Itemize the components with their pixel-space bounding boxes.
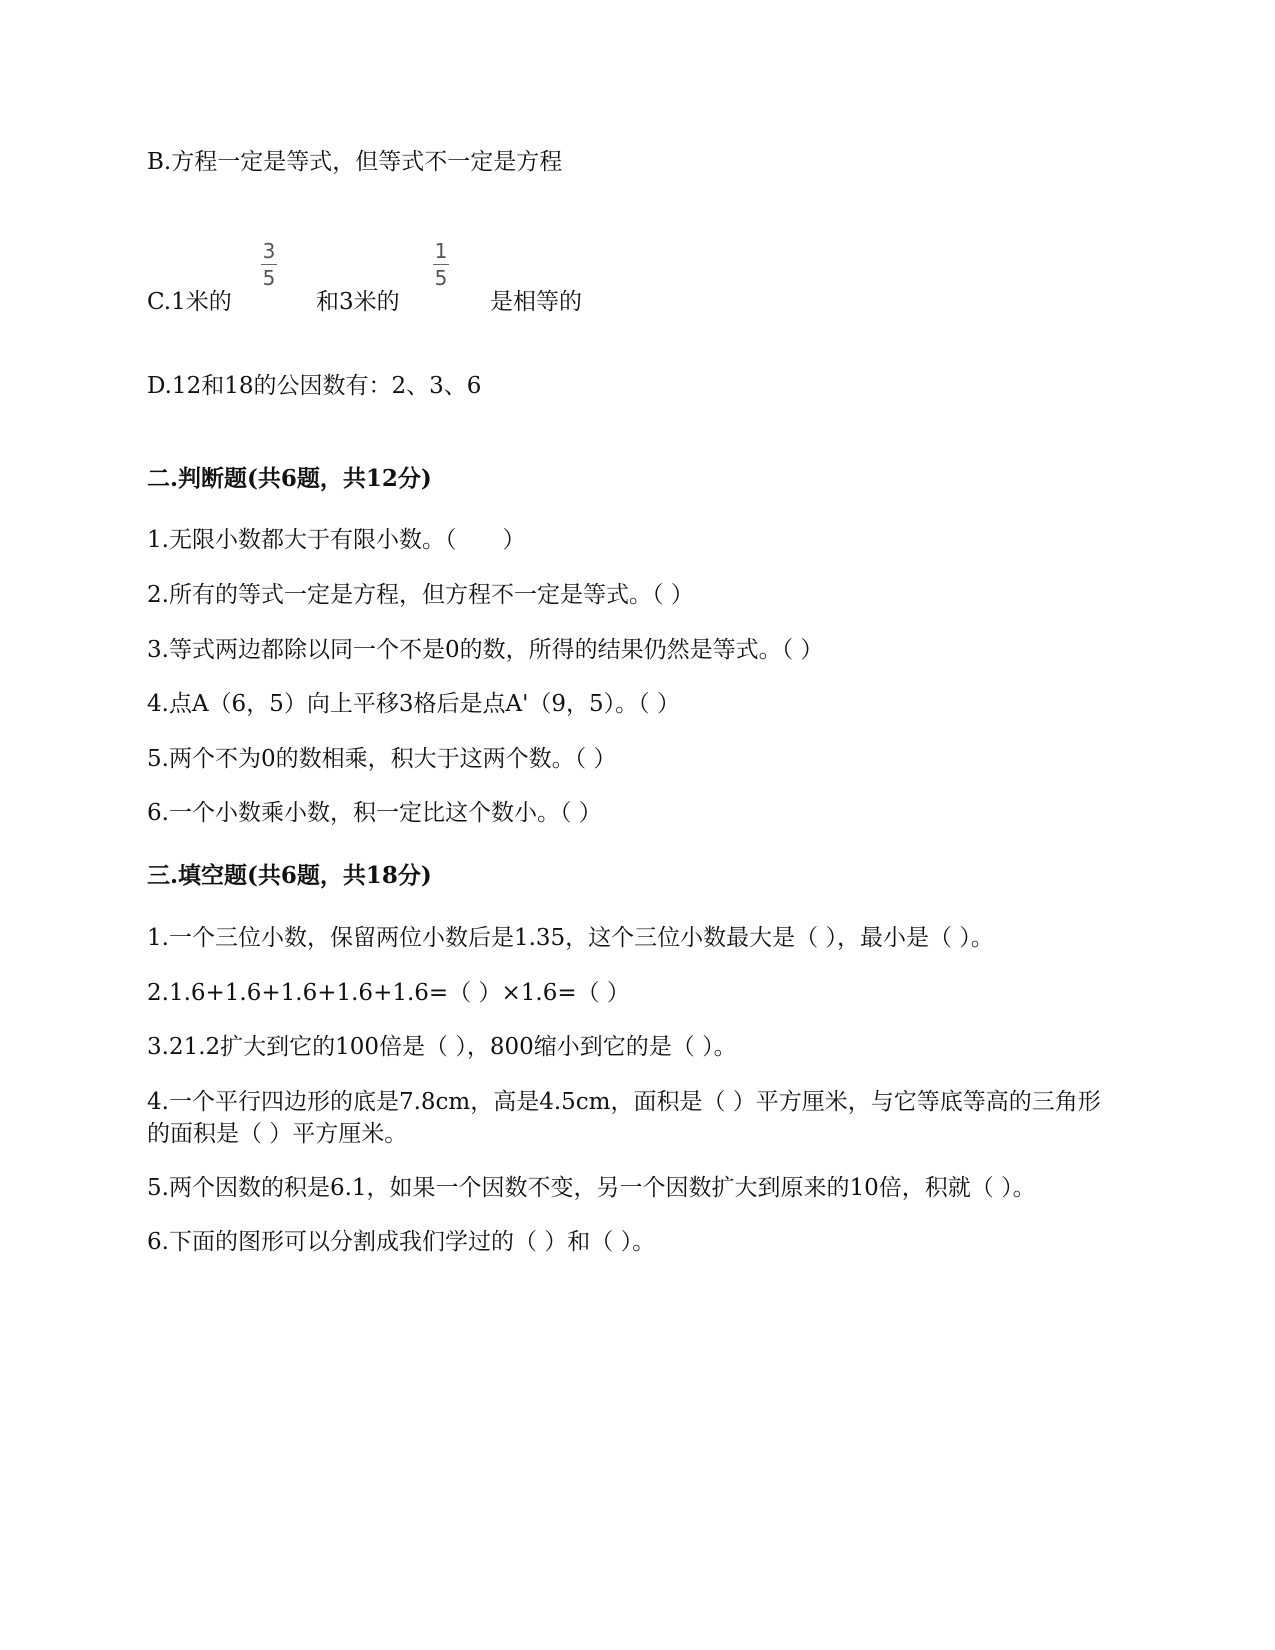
fraction-three-fifths [261,240,277,289]
section-3-item-2: 2.1.6+1.6+1.6+1.6+1.6=（ ）×1.6=（ ） [147,980,630,1006]
section-2-item-1: 1.无限小数都大于有限小数。（ ） [147,527,526,553]
section-3-title: 三.填空题(共6题，共18分) [147,862,432,889]
section-3-item-1: 1.一个三位小数，保留两位小数后是1.35，这个三位小数最大是（ ），最小是（ ）。 [147,925,994,951]
choice-b: B.方程一定是等式，但等式不一定是方程 [147,149,563,175]
section-2-item-3: 3.等式两边都除以同一个不是0的数，所得的结果仍然是等式。（ ） [147,637,824,663]
choice-c-part1: C.1米的 [147,289,232,315]
section-2-title: 二.判断题(共6题，共12分) [147,465,432,492]
choice-c-part2: 和3米的 [316,289,400,315]
section-3-item-5: 5.两个因数的积是6.1，如果一个因数不变，另一个因数扩大到原来的10倍，积就（ ）。 [147,1175,1036,1201]
choice-c-part3: 是相等的 [490,289,582,315]
section-2-item-4: 4.点A（6，5）向上平移3格后是点A'（9，5）。（ ） [147,691,680,717]
section-2-item-2: 2.所有的等式一定是方程，但方程不一定是等式。（ ） [147,582,694,608]
choice-d: D.12和18的公因数有：2、3、6 [147,373,482,399]
fraction-denominator: 5 [262,266,276,290]
section-3-item-3: 3.21.2扩大到它的100倍是（ ），800缩小到它的是（ ）。 [147,1034,737,1060]
fraction-numerator: 3 [262,239,276,263]
fraction-bar [261,264,277,265]
fraction-denominator: 5 [434,266,448,290]
section-2-item-6: 6.一个小数乘小数，积一定比这个数小。（ ） [147,800,602,826]
fraction-bar [433,264,449,265]
fraction-numerator: 1 [434,239,448,263]
section-2-item-5: 5.两个不为0的数相乘，积大于这两个数。（ ） [147,746,617,772]
fraction-one-fifth [433,240,449,289]
section-3-item-6: 6.下面的图形可以分割成我们学过的（ ）和（ ）。 [147,1229,656,1255]
section-3-item-4: 4.一个平行四边形的底是7.8cm，高是4.5cm，面积是（ ）平方厘米，与它等底等高的三角形的面积是（ ）平方厘米。 [147,1089,1101,1147]
